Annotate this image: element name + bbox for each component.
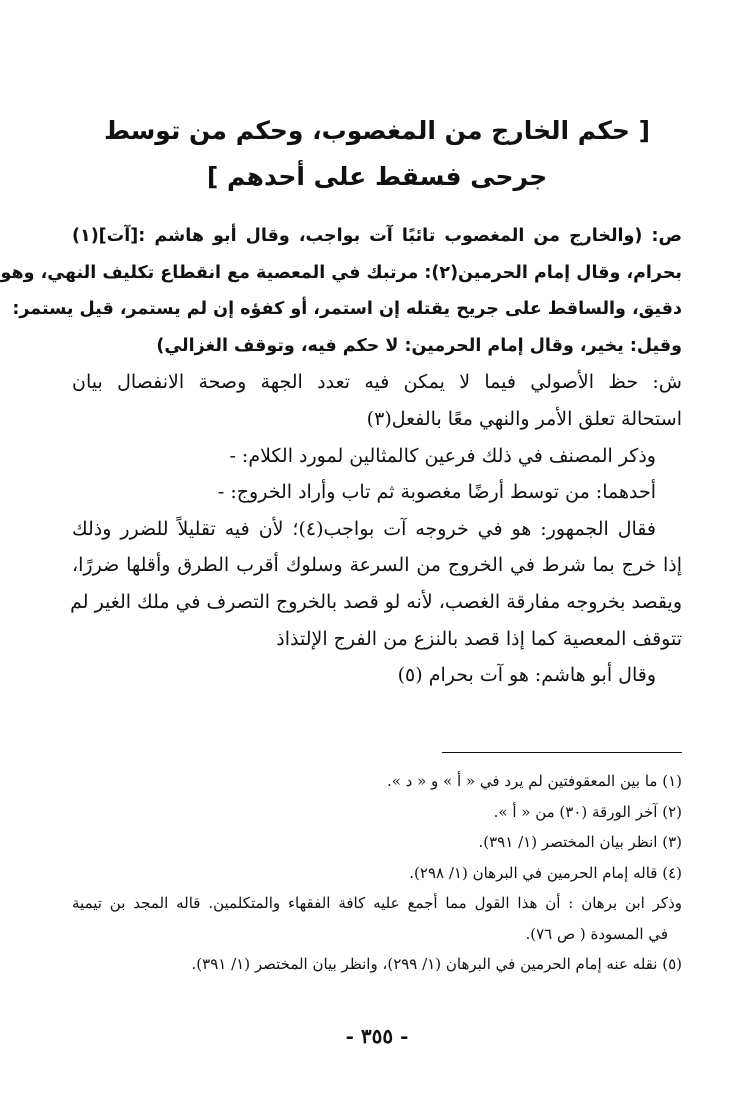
sharh-line: ويقصد بخروجه مفارقة الغصب، لأنه لو قصد بالخروج التصرف في ملك الغير لم <box>70 590 682 613</box>
sharh-line: استحالة تعلق الأمر والنهي معًا بالفعل(٣) <box>366 407 682 430</box>
sharh-line: ش: حظ الأصولي فيما لا يمكن فيه تعدد الجهة وصحة الانفصال بيان <box>72 371 682 394</box>
sharh-line: أحدهما: من توسط أرضًا مغصوبة ثم تاب وأراد الخروج: - <box>217 481 656 504</box>
matn-line: وقيل: يخير، وقال إمام الحرمين: لا حكم فيه، وتوقف الغزالي) <box>156 335 682 356</box>
footnote: (٥) نقله عنه إمام الحرمين في البرهان (١/ ٢٩٩)، وانظر بيان المختصر (١/ ٣٩١). <box>191 955 682 973</box>
page-number: - ٣٥٥ - <box>345 1024 409 1048</box>
footnote: في المسودة ( ص ٧٦). <box>525 924 668 943</box>
footnote: وذكر ابن برهان : أن هذا القول مما أجمع عليه كافة الفقهاء والمتكلمين. قاله المجد بن تيمية <box>72 894 682 912</box>
matn-line: ص: (والخارج من المغصوب تائبًا آت بواجب، وقال أبو هاشم :[آت](١) <box>72 226 682 246</box>
heading-line-2: جرحى فسقط على أحدهم ] <box>206 162 548 191</box>
footnote: (٢) آخر الورقة (٣٠) من « أ ». <box>493 802 682 821</box>
main-text <box>0 218 682 694</box>
sharh-line: تتوقف المعصية كما إذا قصد بالنزع من الفرج الإلتذاذ <box>276 627 682 650</box>
footnote: (٣) انظر بيان المختصر (١/ ٣٩١). <box>478 833 682 851</box>
sharh-line: إذا خرج بما شرط في الخروج من السرعة وسلوك أقرب الطرق وأقلها ضررًا، <box>72 554 682 577</box>
matn-line: دقيق، والساقط على جريح يقتله إن استمر، أو كفؤه إن لم يستمر، قيل يستمر: <box>12 299 682 320</box>
heading-line-1: [ حكم الخارج من المغصوب، وحكم من توسط <box>103 116 651 145</box>
sharh-line: وقال أبو هاشم: هو آت بحرام (٥) <box>397 664 656 687</box>
footnote: (١) ما بين المعقوفتين لم يرد في « أ » و « د ». <box>386 772 682 790</box>
footnote: (٤) قاله إمام الحرمين في البرهان (١/ ٢٩٨). <box>409 863 682 882</box>
sharh-line: وذكر المصنف في ذلك فرعين كالمثالين لمورد الكلام: - <box>229 444 656 467</box>
sharh-line: فقال الجمهور: هو في خروجه آت بواجب(٤)؛ لأن فيه تقليلاً للضرر وذلك <box>72 517 656 540</box>
section-heading <box>90 108 664 200</box>
footnote-separator <box>442 752 682 753</box>
footnotes <box>72 766 682 980</box>
matn-line: بحرام، وقال إمام الحرمين(٢): مرتبك في المعصية مع انقطاع تكليف النهي، وهو <box>0 262 682 283</box>
